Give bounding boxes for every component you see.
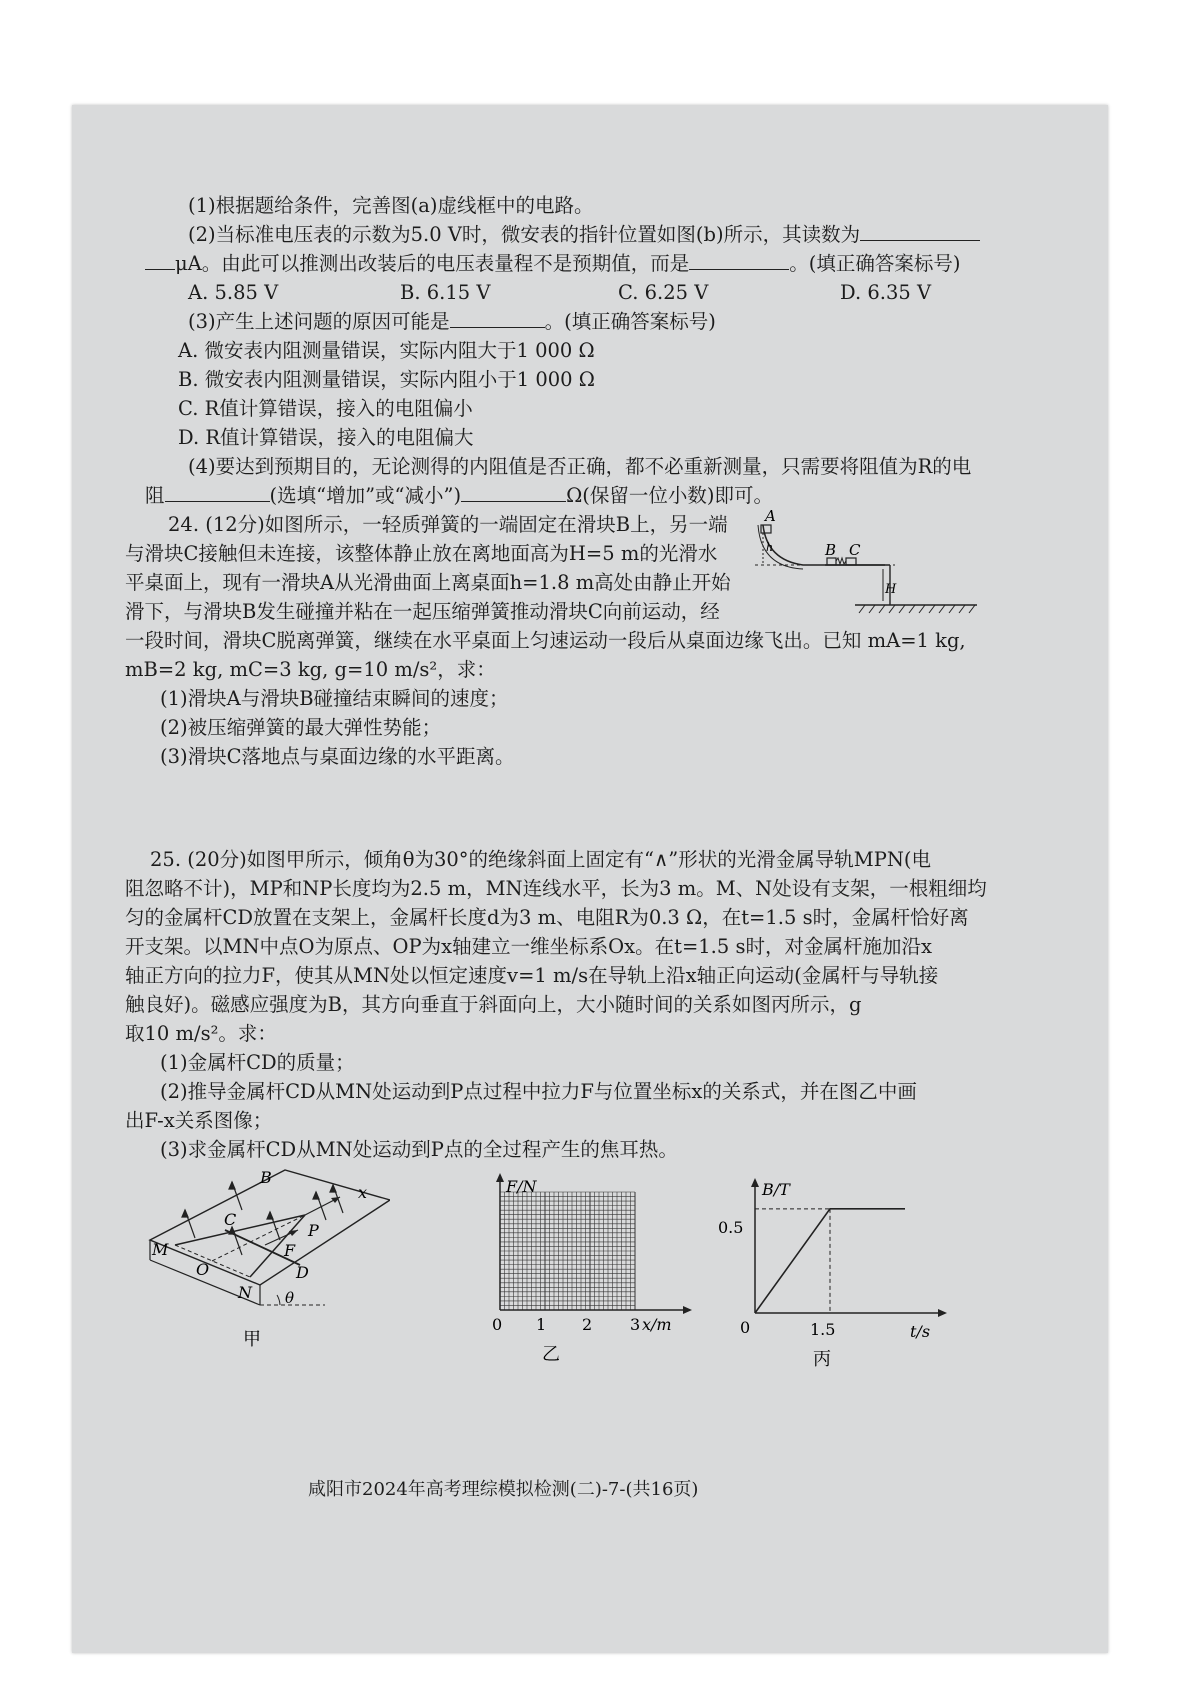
spring	[836, 558, 846, 564]
q25-line1: 25. (20分)如图甲所示，倾角θ为30°的绝缘斜面上固定有“∧”形状的光滑金属导轨MPN(电	[150, 848, 932, 871]
b-t-plot	[755, 1209, 905, 1313]
incline-plane	[150, 1170, 390, 1285]
q23-option-a: A. 5.85 V	[188, 281, 279, 304]
x-tick-0: 0	[492, 1315, 503, 1334]
force-F-head	[289, 1230, 298, 1236]
q23-option-d: D. 6.35 V	[840, 281, 932, 304]
q24-diagram	[755, 505, 985, 620]
page-footer: 咸阳市2024年高考理综模拟检测(二)-7-(共16页)	[308, 1479, 699, 1500]
label-N: N	[238, 1283, 252, 1302]
b-field-arrows	[182, 1182, 343, 1255]
caption-yi: 乙	[542, 1344, 560, 1365]
label-M: M	[152, 1240, 169, 1259]
q23-part3: (3)产生上述问题的原因可能是 。(填正确答案标号)	[188, 310, 716, 333]
label-P: P	[308, 1221, 319, 1240]
q25-line3: 匀的金属杆CD放置在支架上，金属杆长度d为3 m、电阻R为0.3 Ω，在t=1.5 s时，金属杆恰好离	[125, 906, 969, 929]
q25-line5: 轴正方向的拉力F，使其从MN处以恒定速度v=1 m/s在导轨上沿x轴正向运动(金属杆与导轨接	[125, 964, 939, 987]
q24-sub1: (1)滑块A与滑块B碰撞结束瞬间的速度；	[160, 687, 509, 710]
q25-sub1: (1)金属杆CD的质量；	[160, 1051, 355, 1074]
q23-reason-b: B. 微安表内阻测量错误，实际内阻小于1 000 Ω	[178, 368, 595, 391]
q25-line2: 阻忽略不计)，MP和NP长度均为2.5 m，MN连线水平，长为3 m。M、N处设有支架，一根粗细均	[125, 877, 987, 900]
caption-jia: 甲	[243, 1329, 261, 1350]
y-axis-label: F/N	[506, 1177, 537, 1196]
origin-label: 0	[740, 1318, 751, 1337]
label-H: H	[885, 582, 897, 597]
q24-line3: 平桌面上，现有一滑块A从光滑曲面上离桌面h=1.8 m高处由静止开始	[125, 571, 731, 594]
q23-reason-a: A. 微安表内阻测量错误，实际内阻大于1 000 Ω	[178, 339, 595, 362]
q25-line7: 取10 m/s²。求：	[125, 1022, 277, 1045]
q23-part2-line2: μA。由此可以推测出改装后的电压表量程不是预期值，而是 。(填正确答案标号)	[145, 251, 960, 277]
label-h: h	[766, 541, 774, 554]
b-axis-label: B/T	[762, 1180, 790, 1199]
figure-yi	[480, 1170, 710, 1365]
t-axis-arrow	[938, 1309, 947, 1317]
ground-hatch	[859, 605, 975, 613]
label-A: A	[765, 507, 776, 525]
q24-line6: mB=2 kg, mC=3 kg, g=10 m/s²，求：	[125, 658, 496, 681]
t-tick-label: 1.5	[810, 1320, 836, 1339]
q24-line4: 滑下，与滑块B发生碰撞并粘在一起压缩弹簧推动滑块C向前运动，经	[125, 600, 720, 623]
theta-arc	[277, 1295, 280, 1305]
q24-line1: 24. (12分)如图所示，一轻质弹簧的一端固定在滑块B上，另一端	[168, 513, 728, 536]
label-D: D	[296, 1263, 309, 1282]
x-axis-label: x/m	[642, 1315, 672, 1334]
q23-option-c: C. 6.25 V	[618, 281, 709, 304]
curved-track	[763, 525, 885, 565]
q25-sub3: (3)求金属杆CD从MN处运动到P点的全过程产生的焦耳热。	[160, 1138, 678, 1161]
label-O: O	[196, 1260, 210, 1279]
q23-part4-line1: (4)要达到预期目的，无论测得的内阻值是否正确，都不必重新测量，只需要将阻值为R的电	[188, 455, 972, 478]
block-b	[827, 558, 836, 565]
q24-sub3: (3)滑块C落地点与桌面边缘的水平距离。	[160, 745, 515, 768]
x-axis-arrow	[683, 1306, 692, 1314]
caption-bing: 丙	[813, 1349, 831, 1370]
grid-paper	[500, 1192, 635, 1310]
t-axis-label: t/s	[910, 1322, 931, 1341]
figure-jia	[140, 1160, 390, 1350]
q23-reason-d: D. R值计算错误，接入的电阻偏大	[178, 426, 474, 449]
label-F: F	[284, 1241, 296, 1260]
label-C: C	[849, 541, 861, 559]
x-tick-3: 3	[630, 1315, 641, 1334]
x-tick-1: 1	[536, 1315, 547, 1334]
x-tick-2: 2	[582, 1315, 593, 1334]
q23-reason-c: C. R值计算错误，接入的电阻偏小	[178, 397, 473, 420]
q25-line4: 开支架。以MN中点O为原点、OP为x轴建立一维坐标系Ox。在t=1.5 s时，对金属杆施加沿x	[125, 935, 932, 958]
y-axis-arrow	[496, 1173, 504, 1182]
q23-part4-line2: 阻 (选填“增加”或“减小”) Ω(保留一位小数)即可。	[145, 484, 773, 507]
label-B-field: B	[260, 1168, 272, 1187]
label-B: B	[825, 541, 837, 559]
q25-sub2: (2)推导金属杆CD从MN处运动到P点过程中拉力F与位置坐标x的关系式，并在图乙中画	[160, 1080, 917, 1103]
b-axis-arrow	[751, 1178, 759, 1187]
label-x: x	[358, 1183, 368, 1202]
q24-sub2: (2)被压缩弹簧的最大弹性势能；	[160, 716, 442, 739]
figure-bing	[710, 1175, 955, 1370]
q23-part2-line1: (2)当标准电压表的示数为5.0 V时，微安表的指针位置如图(b)所示，其读数为	[188, 222, 980, 248]
b-tick-label: 0.5	[718, 1218, 744, 1237]
q25-line6: 触良好)。磁感应强度为B，其方向垂直于斜面向上，大小随时间的关系如图丙所示，g	[125, 993, 862, 1016]
label-C: C	[224, 1210, 237, 1229]
label-theta: θ	[285, 1289, 295, 1307]
q24-line2: 与滑块C接触但未连接，该整体静止放在离地面高为H=5 m的光滑水	[125, 542, 718, 565]
q23-option-b: B. 6.15 V	[400, 281, 491, 304]
q23-part1: (1)根据题给条件，完善图(a)虚线框中的电路。	[188, 194, 594, 217]
q25-sub2-cont: 出F-x关系图像；	[125, 1109, 273, 1132]
block-c	[846, 558, 856, 565]
q24-line5: 一段时间，滑块C脱离弹簧，继续在水平桌面上匀速运动一段后从桌面边缘飞出。已知 mA=1 kg,	[125, 629, 966, 652]
